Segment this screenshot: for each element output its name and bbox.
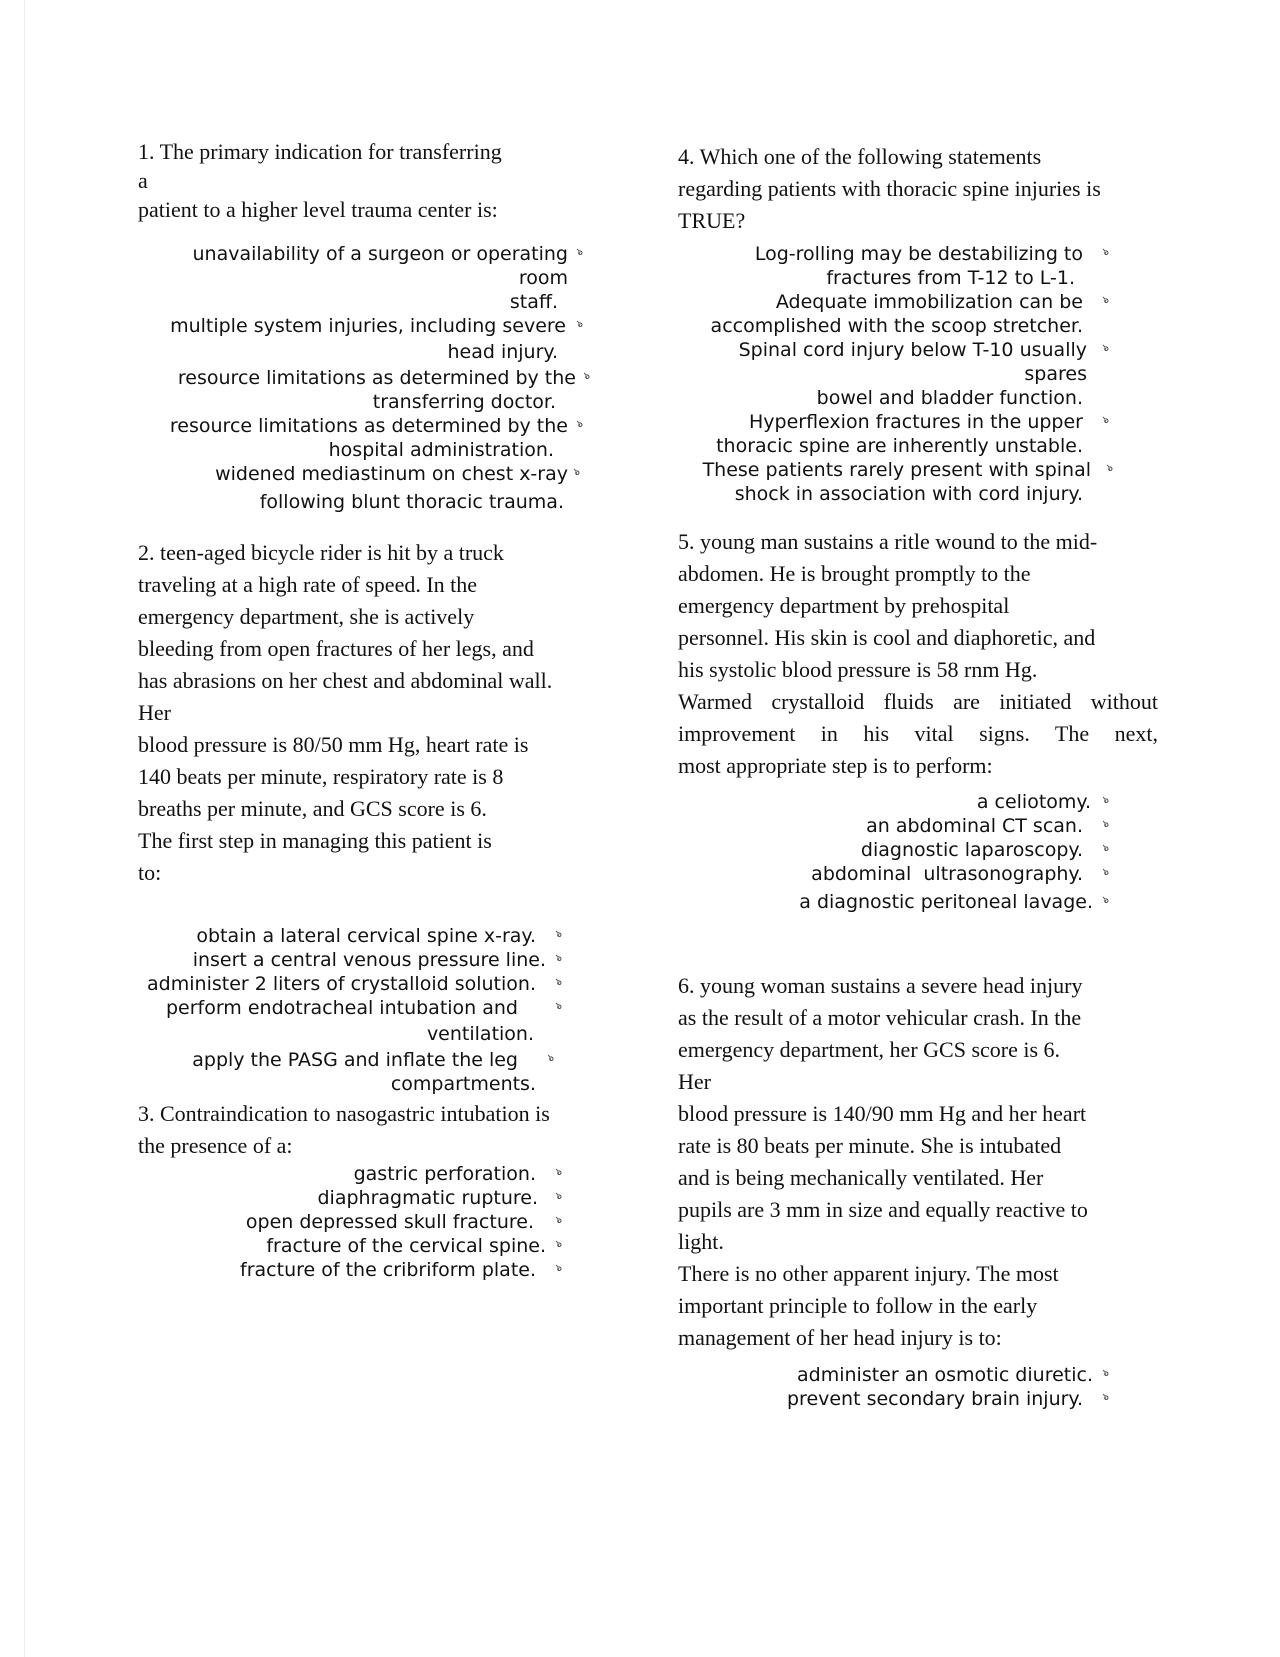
option-line: head injury.: [447, 341, 558, 363]
answer-option-e[interactable]: [138, 462, 580, 518]
option-line: ventilation.: [426, 1023, 534, 1045]
answer-option-a[interactable]: [138, 924, 562, 948]
option-line: fracture of the cervical spine.: [266, 1235, 546, 1257]
question-text-line: the presence of a:: [138, 1133, 293, 1158]
radio-marker-icon[interactable]: ๖: [576, 247, 583, 258]
question-text-line: important principle to follow in the early: [678, 1293, 1038, 1318]
radio-marker-icon[interactable]: ๖: [555, 1215, 562, 1226]
left-column: [138, 0, 608, 1657]
option-line: obtain a lateral cervical spine x-ray.: [196, 925, 536, 947]
question-text-line: personnel. His skin is cool and diaphoretic, and: [678, 625, 1096, 650]
question-text-line: patient to a higher level trauma center is:: [138, 197, 498, 222]
option-line: resource limitations as determined by the: [177, 367, 576, 389]
radio-marker-icon[interactable]: ๖: [1102, 819, 1109, 830]
option-line: accomplished with the scoop stretcher.: [710, 315, 1083, 337]
radio-marker-icon[interactable]: ๖: [555, 953, 562, 964]
radio-marker-icon[interactable]: ๖: [576, 319, 583, 330]
option-line: open depressed skull fracture.: [245, 1211, 534, 1233]
option-line: fractures from T-12 to L-1.: [826, 267, 1075, 289]
radio-marker-icon[interactable]: ๖: [1106, 463, 1113, 474]
question-text-line: 1. The primary indication for transferring: [138, 139, 502, 164]
answer-option-c[interactable]: [138, 972, 562, 996]
question-3: [138, 1098, 608, 1162]
question-text-line: 4. Which one of the following statements: [678, 144, 1042, 169]
radio-marker-icon[interactable]: ๖: [1102, 795, 1109, 806]
question-text-line: as the result of a motor vehicular crash. In the: [678, 1005, 1082, 1030]
radio-marker-icon[interactable]: ๖: [1102, 415, 1109, 426]
question-4: [678, 141, 1158, 237]
option-line: administer 2 liters of crystalloid solution.: [147, 973, 536, 995]
radio-marker-icon[interactable]: ๖: [555, 1191, 562, 1202]
answer-option-b[interactable]: [138, 948, 562, 972]
option-line: shock in association with cord injury.: [734, 483, 1083, 505]
answer-option-b[interactable]: [678, 290, 1109, 338]
option-line: fracture of the cribriform plate.: [240, 1259, 536, 1281]
radio-marker-icon[interactable]: ๖: [547, 1053, 554, 1064]
option-line: Hyperflexion fractures in the upper: [749, 411, 1083, 433]
question-text-line: and is being mechanically ventilated. Her: [678, 1165, 1044, 1190]
answer-option-d[interactable]: [138, 1234, 562, 1258]
answer-option-b[interactable]: [138, 314, 583, 366]
answer-option-a[interactable]: [678, 242, 1109, 290]
question-text-line: 3. Contraindication to nasogastric intubation is: [138, 1101, 550, 1126]
question-text-line: traveling at a high rate of speed. In the: [138, 572, 478, 597]
answer-option-e[interactable]: [678, 458, 1113, 506]
answer-option-e[interactable]: [138, 1258, 562, 1282]
question-text-line: a: [138, 168, 148, 193]
question-text-line: regarding patients with thoracic spine injuries is: [678, 176, 1101, 201]
answer-option-b[interactable]: [678, 1387, 1109, 1411]
option-line: perform endotracheal intubation and: [165, 997, 518, 1019]
option-line: compartments.: [390, 1073, 536, 1095]
radio-marker-icon[interactable]: ๖: [1102, 247, 1109, 258]
question-text-line: abdomen. He is brought promptly to the: [678, 561, 1031, 586]
option-line: a diagnostic peritoneal lavage.: [799, 891, 1093, 913]
option-line: transferring doctor.: [372, 391, 556, 413]
answer-option-b[interactable]: [678, 814, 1109, 838]
question-1-options: [138, 242, 590, 518]
answer-option-a[interactable]: [138, 242, 583, 314]
option-line: following blunt thoracic trauma.: [259, 491, 564, 513]
radio-marker-icon[interactable]: ๖: [555, 1001, 562, 1012]
option-line: resource limitations as determined by the: [169, 415, 568, 437]
question-4-options: [678, 242, 1113, 506]
answer-option-c[interactable]: [138, 1210, 562, 1234]
question-text-line: emergency department, her GCS score is 6.: [678, 1037, 1061, 1062]
question-text-line: bleeding from open fractures of her legs, and: [138, 636, 534, 661]
option-line: insert a central venous pressure line.: [192, 949, 546, 971]
radio-marker-icon[interactable]: ๖: [1102, 843, 1109, 854]
question-text-line: There is no other apparent injury. The most: [678, 1261, 1059, 1286]
answer-option-c[interactable]: [678, 338, 1109, 410]
question-text-line: breaths per minute, and GCS score is 6.: [138, 796, 487, 821]
answer-option-a[interactable]: [138, 1162, 562, 1186]
radio-marker-icon[interactable]: ๖: [555, 1167, 562, 1178]
option-line: administer an osmotic diuretic.: [797, 1364, 1093, 1386]
radio-marker-icon[interactable]: ๖: [1102, 1392, 1109, 1403]
question-text-line: 6. young woman sustains a severe head injury: [678, 973, 1083, 998]
answer-option-d[interactable]: [138, 996, 562, 1048]
option-line: a celiotomy.: [976, 791, 1091, 813]
answer-option-d[interactable]: [138, 414, 583, 462]
option-line: apply the PASG and inflate the leg: [192, 1049, 518, 1071]
radio-marker-icon[interactable]: ๖: [573, 467, 580, 478]
answer-option-a[interactable]: [678, 790, 1109, 814]
question-2-options: [138, 924, 562, 1096]
question-text-line: Warmed crystalloid fluids are initiated without: [678, 689, 1158, 714]
question-text-line: light.: [678, 1229, 724, 1254]
option-line: hospital administration.: [328, 439, 554, 461]
radio-marker-icon[interactable]: ๖: [1102, 343, 1109, 354]
question-text-line: Her: [138, 700, 171, 725]
question-6: [678, 970, 1158, 1354]
question-text-line: his systolic blood pressure is 58 rnm Hg.: [678, 657, 1038, 682]
question-text-line: blood pressure is 140/90 mm Hg and her heart: [678, 1101, 1087, 1126]
question-text-line: emergency department, she is actively: [138, 604, 475, 629]
question-text-line: TRUE?: [678, 208, 746, 233]
question-text-line: 5. young man sustains a ritle wound to the mid-: [678, 529, 1098, 554]
question-3-options: [138, 1162, 562, 1282]
question-text-line: improvement in his vital signs. The next,: [678, 721, 1158, 746]
answer-option-e[interactable]: [138, 1048, 554, 1096]
question-2: [138, 537, 608, 889]
question-5-options: [678, 790, 1109, 918]
radio-marker-icon[interactable]: ๖: [555, 1263, 562, 1274]
radio-marker-icon[interactable]: ๖: [555, 1239, 562, 1250]
question-6-options: [678, 1363, 1109, 1411]
option-line: unavailability of a surgeon or operating room: [192, 243, 568, 289]
radio-marker-icon[interactable]: ๖: [1102, 1368, 1109, 1379]
question-text-line: has abrasions on her chest and abdominal wall.: [138, 668, 553, 693]
radio-marker-icon[interactable]: ๖: [555, 977, 562, 988]
right-column: [678, 0, 1158, 1657]
question-text-line: most appropriate step is to perform:: [678, 753, 993, 778]
option-line: Log-rolling may be destabilizing to: [754, 243, 1083, 265]
question-text-line: 2. teen-aged bicycle rider is hit by a truck: [138, 540, 504, 565]
option-line: staff.: [509, 291, 558, 313]
question-text-line: pupils are 3 mm in size and equally reactive to: [678, 1197, 1088, 1222]
page-edge: [24, 0, 25, 1657]
option-line: gastric perforation.: [353, 1163, 536, 1185]
question-text-line: management of her head injury is to:: [678, 1325, 1002, 1350]
option-line: an abdominal CT scan.: [866, 815, 1083, 837]
option-line: These patients rarely present with spinal: [702, 459, 1091, 481]
question-text-line: rate is 80 beats per minute. She is intubated: [678, 1133, 1062, 1158]
question-text-line: 140 beats per minute, respiratory rate is 8: [138, 764, 504, 789]
option-line: diaphragmatic rupture.: [317, 1187, 538, 1209]
radio-marker-icon[interactable]: ๖: [1102, 295, 1109, 306]
radio-marker-icon[interactable]: ๖: [555, 929, 562, 940]
answer-option-e[interactable]: [678, 886, 1109, 918]
radio-marker-icon[interactable]: ๖: [1102, 895, 1109, 906]
option-line: diagnostic laparoscopy.: [860, 839, 1083, 861]
option-line: Adequate immobilization can be: [775, 291, 1083, 313]
radio-marker-icon[interactable]: ๖: [1102, 867, 1109, 878]
answer-option-d[interactable]: [678, 862, 1109, 886]
option-line: Spinal cord injury below T-10 usually spares: [738, 339, 1087, 385]
answer-option-b[interactable]: [138, 1186, 562, 1210]
answer-option-a[interactable]: [678, 1363, 1109, 1387]
question-5: [678, 526, 1158, 782]
question-text-line: blood pressure is 80/50 mm Hg, heart rate is: [138, 732, 529, 757]
question-text-line: emergency department by prehospital: [678, 593, 1010, 618]
option-line: thoracic spine are inherently unstable.: [716, 435, 1083, 457]
answer-option-c[interactable]: [138, 366, 590, 414]
question-text-line: The first step in managing this patient is: [138, 828, 492, 853]
question-text-line: Her: [678, 1069, 711, 1094]
question-1: [138, 136, 608, 226]
answer-option-c[interactable]: [678, 838, 1109, 862]
option-line: abdominal ultrasonography.: [811, 863, 1083, 885]
option-line: bowel and bladder function.: [816, 387, 1083, 409]
question-text-line: to:: [138, 860, 162, 885]
answer-option-d[interactable]: [678, 410, 1109, 458]
option-line: multiple system injuries, including severe: [170, 315, 566, 337]
radio-marker-icon[interactable]: ๖: [583, 371, 590, 382]
option-line: prevent secondary brain injury.: [786, 1388, 1083, 1410]
radio-marker-icon[interactable]: ๖: [576, 419, 583, 430]
option-line: widened mediastinum on chest x-ray: [215, 463, 568, 485]
